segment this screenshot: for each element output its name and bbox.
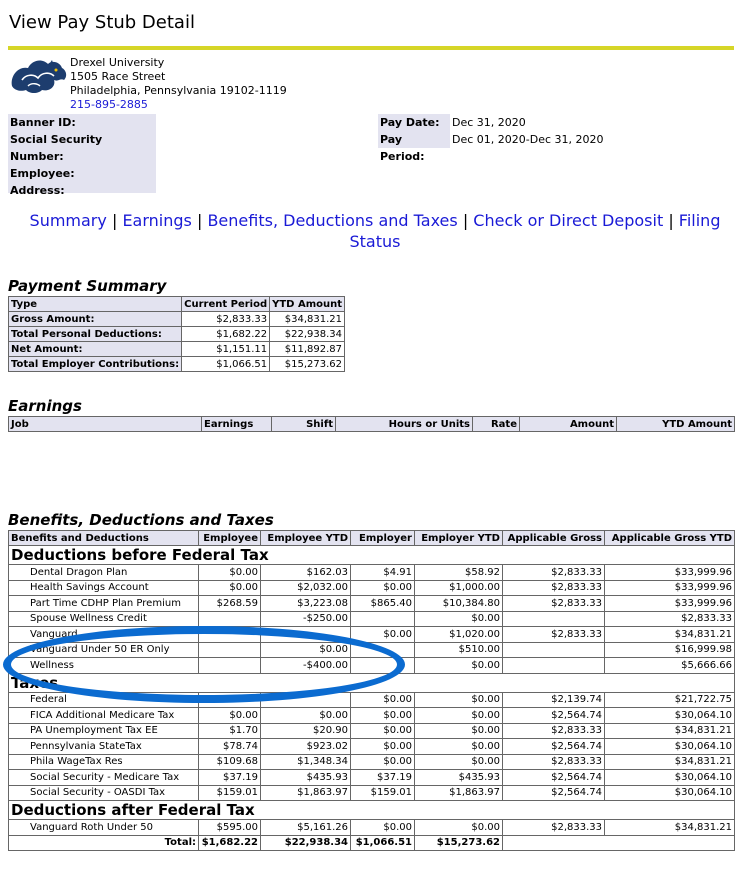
row-label: Wellness (9, 658, 199, 674)
column-header: Benefits and Deductions (9, 531, 199, 546)
org-address (70, 56, 287, 112)
table-row (9, 708, 735, 724)
cell: $2,833.33 (503, 723, 605, 739)
row-label: FICA Additional Medicare Tax (9, 708, 199, 724)
earnings-table (8, 416, 735, 432)
cell: -$400.00 (261, 658, 351, 674)
nav-link-summary[interactable]: Summary (29, 211, 107, 230)
cell: $34,831.21 (605, 820, 735, 836)
cell: $10,384.80 (415, 596, 503, 612)
cell: $595.00 (199, 820, 261, 836)
cell: $0.00 (351, 820, 415, 836)
group-row (9, 673, 735, 692)
page-title: View Pay Stub Detail (9, 12, 195, 33)
cell: $0.00 (415, 611, 503, 627)
employee-label: Employee: (10, 167, 75, 180)
cell: $0.00 (351, 754, 415, 770)
cell: $0.00 (415, 692, 503, 708)
cell (351, 611, 415, 627)
cell: $30,064.10 (605, 785, 735, 801)
row-label: Phila WageTax Res (9, 754, 199, 770)
cell: $159.01 (199, 785, 261, 801)
cell (199, 658, 261, 674)
cell (199, 692, 261, 708)
cell (503, 611, 605, 627)
empty-cell (503, 835, 735, 851)
employee-info-labels (8, 114, 156, 197)
row-label: Health Savings Account (9, 580, 199, 596)
group-title: Deductions before Federal Tax (9, 546, 735, 565)
total-row (9, 835, 735, 851)
column-header: Amount (520, 417, 617, 432)
column-header: Hours or Units (336, 417, 473, 432)
org-street: 1505 Race Street (70, 70, 166, 83)
banner-id-label: Banner ID: (10, 116, 76, 129)
cell: $159.01 (351, 785, 415, 801)
earnings-title: Earnings (8, 397, 82, 415)
cell: $1,863.97 (261, 785, 351, 801)
cell: $0.00 (351, 692, 415, 708)
cell (503, 642, 605, 658)
cell (199, 611, 261, 627)
cell: $22,938.34 (270, 327, 345, 342)
total-cell: $1,682.22 (199, 835, 261, 851)
group-row (9, 801, 735, 820)
table-row (9, 692, 735, 708)
cell: $0.00 (415, 658, 503, 674)
org-phone[interactable]: 215-895-2885 (70, 98, 148, 111)
nav-separator: | (462, 211, 469, 230)
cell: $34,831.21 (605, 723, 735, 739)
ssn-label: Social Security Number: (10, 133, 103, 163)
column-header: Employer (351, 531, 415, 546)
table-row (9, 754, 735, 770)
deductions-table (8, 530, 735, 851)
nav-separator: | (111, 211, 118, 230)
cell: $2,833.33 (503, 565, 605, 581)
row-label: Social Security - Medicare Tax (9, 770, 199, 786)
cell: $4.91 (351, 565, 415, 581)
table-row (9, 770, 735, 786)
table-row (9, 723, 735, 739)
cell: $1,151.11 (182, 342, 270, 357)
section-nav (20, 210, 730, 252)
row-label: Vanguard Roth Under 50 (9, 820, 199, 836)
cell: $2,139.74 (503, 692, 605, 708)
column-header: Employer YTD (415, 531, 503, 546)
cell: $5,161.26 (261, 820, 351, 836)
cell: $33,999.96 (605, 596, 735, 612)
cell (261, 692, 351, 708)
cell (261, 627, 351, 643)
cell: $1,066.51 (182, 357, 270, 372)
cell: $0.00 (351, 627, 415, 643)
cell: $1,020.00 (415, 627, 503, 643)
cell: $0.00 (415, 708, 503, 724)
cell: $15,273.62 (270, 357, 345, 372)
cell: $0.00 (199, 565, 261, 581)
row-label: Gross Amount: (9, 312, 182, 327)
column-header: Current Period (182, 297, 270, 312)
table-row (9, 820, 735, 836)
cell: $435.93 (261, 770, 351, 786)
row-label: Part Time CDHP Plan Premium (9, 596, 199, 612)
row-label: PA Unemployment Tax EE (9, 723, 199, 739)
cell: $2,564.74 (503, 770, 605, 786)
cell: $11,892.87 (270, 342, 345, 357)
column-header: Earnings (202, 417, 272, 432)
cell: $5,666.66 (605, 658, 735, 674)
cell: $58.92 (415, 565, 503, 581)
cell: $2,564.74 (503, 739, 605, 755)
table-row (9, 312, 345, 327)
row-label: Pennsylvania StateTax (9, 739, 199, 755)
cell: $162.03 (261, 565, 351, 581)
cell: $34,831.21 (270, 312, 345, 327)
group-title: Taxes (9, 673, 735, 692)
table-row (9, 642, 735, 658)
column-header: Applicable Gross YTD (605, 531, 735, 546)
nav-link-benefits[interactable]: Benefits, Deductions and Taxes (207, 211, 458, 230)
nav-link-earnings[interactable]: Earnings (122, 211, 192, 230)
deductions-table-body (9, 546, 735, 851)
cell: $0.00 (415, 820, 503, 836)
cell: $0.00 (415, 739, 503, 755)
row-label: Spouse Wellness Credit (9, 611, 199, 627)
row-label: Social Security - OASDI Tax (9, 785, 199, 801)
cell: $0.00 (351, 580, 415, 596)
cell: $2,564.74 (503, 785, 605, 801)
row-label: Dental Dragon Plan (9, 565, 199, 581)
cell: $1,682.22 (182, 327, 270, 342)
cell: $16,999.98 (605, 642, 735, 658)
nav-separator: | (196, 211, 203, 230)
cell: $0.00 (351, 739, 415, 755)
cell: $3,223.08 (261, 596, 351, 612)
cell: $510.00 (415, 642, 503, 658)
cell: $0.00 (199, 708, 261, 724)
total-cell: $1,066.51 (351, 835, 415, 851)
cell: $37.19 (351, 770, 415, 786)
row-label: Total Employer Contributions: (9, 357, 182, 372)
cell: $2,833.33 (182, 312, 270, 327)
cell (503, 658, 605, 674)
pay-date-value: Dec 31, 2020 (452, 116, 526, 129)
cell: $2,833.33 (503, 580, 605, 596)
column-header: Employee (199, 531, 261, 546)
cell: $30,064.10 (605, 708, 735, 724)
column-header: Applicable Gross (503, 531, 605, 546)
drexel-dragon-logo (8, 56, 70, 96)
table-row (9, 357, 345, 372)
cell: $33,999.96 (605, 580, 735, 596)
total-cell: $22,938.34 (261, 835, 351, 851)
cell: $0.00 (261, 708, 351, 724)
pay-date-label: Pay Date: (380, 116, 440, 129)
cell: $2,833.33 (503, 820, 605, 836)
cell: $109.68 (199, 754, 261, 770)
cell: $2,564.74 (503, 708, 605, 724)
table-row (9, 658, 735, 674)
row-label: Vanguard (9, 627, 199, 643)
cell: $1,863.97 (415, 785, 503, 801)
payment-summary-title: Payment Summary (8, 277, 167, 295)
payment-summary-table (8, 296, 345, 372)
row-label: Federal (9, 692, 199, 708)
cell (199, 642, 261, 658)
cell: $0.00 (351, 708, 415, 724)
column-header: YTD Amount (270, 297, 345, 312)
cell: $20.90 (261, 723, 351, 739)
cell: $21,722.75 (605, 692, 735, 708)
cell: $865.40 (351, 596, 415, 612)
cell: $78.74 (199, 739, 261, 755)
pay-period-label: Pay Period: (380, 133, 425, 163)
org-name: Drexel University (70, 56, 165, 69)
pay-info-labels (378, 114, 450, 163)
table-row (9, 327, 345, 342)
table-row (9, 739, 735, 755)
group-row (9, 546, 735, 565)
table-row (9, 611, 735, 627)
column-header: Type (9, 297, 182, 312)
cell: $0.00 (415, 754, 503, 770)
pay-info-values (452, 114, 604, 148)
column-header: Shift (272, 417, 336, 432)
table-row (9, 785, 735, 801)
cell: $2,833.33 (503, 754, 605, 770)
table-row (9, 596, 735, 612)
cell: $0.00 (199, 580, 261, 596)
table-row (9, 627, 735, 643)
cell: $268.59 (199, 596, 261, 612)
column-header: YTD Amount (617, 417, 735, 432)
cell (351, 658, 415, 674)
cell: $0.00 (351, 723, 415, 739)
cell: $2,833.33 (605, 611, 735, 627)
column-header: Rate (473, 417, 520, 432)
cell (199, 627, 261, 643)
org-city-state: Philadelphia, Pennsylvania 19102-1119 (70, 84, 287, 97)
nav-link-filing-status[interactable]: Filing Status (349, 211, 721, 251)
nav-link-check-deposit[interactable]: Check or Direct Deposit (473, 211, 664, 230)
cell: $30,064.10 (605, 739, 735, 755)
row-label: Net Amount: (9, 342, 182, 357)
cell: $1,348.34 (261, 754, 351, 770)
cell: $923.02 (261, 739, 351, 755)
cell: $2,032.00 (261, 580, 351, 596)
cell: $435.93 (415, 770, 503, 786)
row-label: Vanguard Under 50 ER Only (9, 642, 199, 658)
cell: $1,000.00 (415, 580, 503, 596)
table-row (9, 580, 735, 596)
cell: $33,999.96 (605, 565, 735, 581)
address-label: Address: (10, 184, 65, 197)
nav-separator: | (668, 211, 674, 230)
cell: $34,831.21 (605, 754, 735, 770)
row-label: Total Personal Deductions: (9, 327, 182, 342)
cell: $2,833.33 (503, 627, 605, 643)
cell: $0.00 (415, 723, 503, 739)
deductions-title: Benefits, Deductions and Taxes (8, 511, 274, 529)
column-header: Job (9, 417, 202, 432)
table-row (9, 565, 735, 581)
title-divider (8, 46, 734, 50)
cell: $2,833.33 (503, 596, 605, 612)
cell: $30,064.10 (605, 770, 735, 786)
total-cell: $15,273.62 (415, 835, 503, 851)
total-label: Total: (9, 835, 199, 851)
cell: -$250.00 (261, 611, 351, 627)
column-header: Employee YTD (261, 531, 351, 546)
group-title: Deductions after Federal Tax (9, 801, 735, 820)
pay-period-value: Dec 01, 2020-Dec 31, 2020 (452, 133, 604, 146)
cell: $1.70 (199, 723, 261, 739)
cell (351, 642, 415, 658)
cell: $34,831.21 (605, 627, 735, 643)
cell: $37.19 (199, 770, 261, 786)
cell: $0.00 (261, 642, 351, 658)
table-row (9, 342, 345, 357)
